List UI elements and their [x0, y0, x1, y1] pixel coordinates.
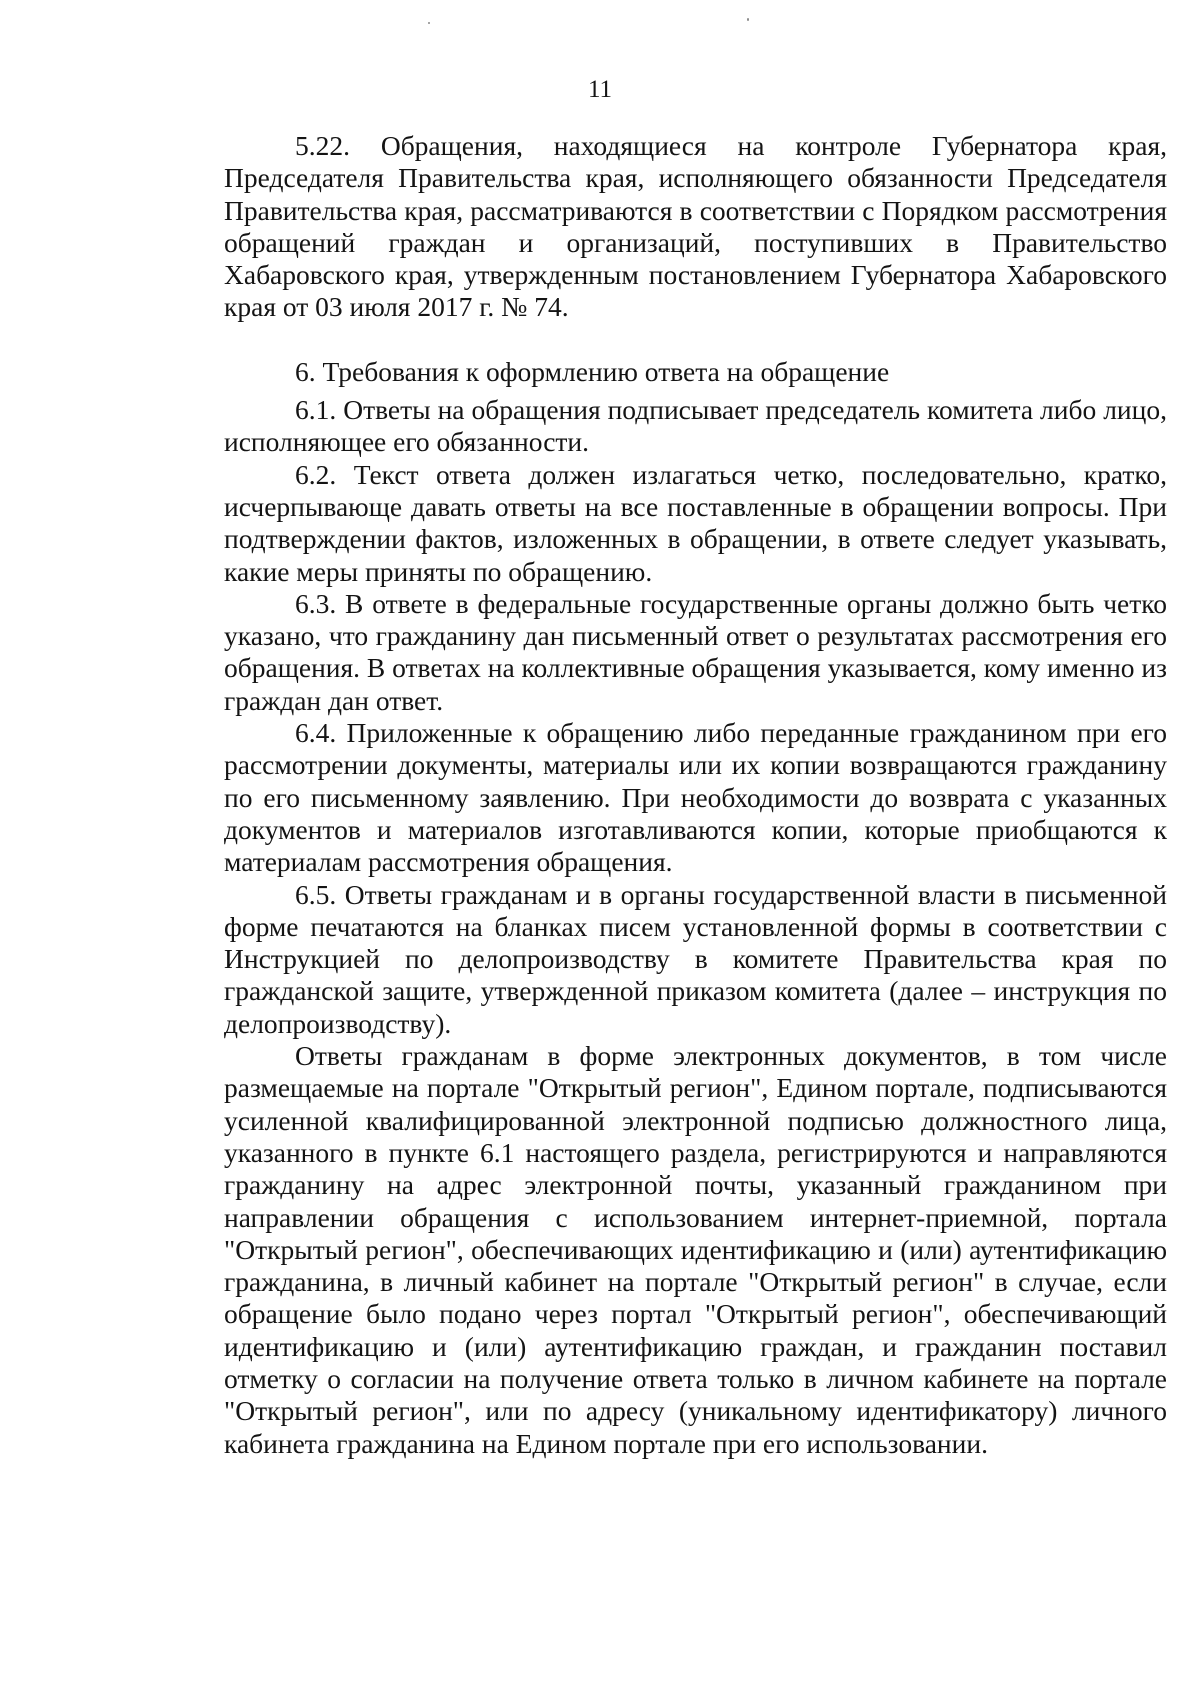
page-number: 11 [587, 76, 613, 103]
paragraph-5-22: 5.22. Обращения, находящиеся на контроле Губернатора края, Председателя Правительства края, исполняющего обязанности Председателя Правительства края, рассматриваются в соответствии с Порядком рассмотрения обращений граждан и организаций, поступивших в Правительство Хабаровского края, утвержденным постановлением Губернатора Хабаровского края от 03 июля 2017 г. № 74. [224, 130, 1167, 323]
section-heading: 6. Требования к оформлению ответа на обращение [295, 355, 890, 387]
paragraph-electronic-answers: Ответы гражданам в форме электронных документов, в том числе размещаемые на портале "Открытый регион", Едином портале, подписываются усиленной квалифицированной электронной подписью должностного лица, указанного в пункте 6.1 настоящего раздела, регистрируются и направляются гражданину на адрес электронной почты, указанный гражданином при направлении обращения с использованием интернет-приемной, портала "Открытый регион", обеспечивающих идентификацию и (или) аутентификацию гражданина, в личный кабинет на портале "Открытый регион" в случае, если обращение было подано через портал "Открытый регион", обеспечивающий идентификацию и (или) аутентификацию граждан, и гражданин поставил отметку о согласии на получение ответа только в личном кабинете на портале "Открытый регион", или по адресу (уникальному идентификатору) личного кабинета гражданина на Едином портале при его использовании. [224, 1040, 1167, 1459]
scan-speck [747, 18, 749, 21]
scan-speck [428, 22, 430, 24]
paragraph-6-1: 6.1. Ответы на обращения подписывает председатель комитета либо лицо, исполняющее его обязанности. [224, 394, 1167, 458]
paragraph-6-2: 6.2. Текст ответа должен излагаться четко, последовательно, кратко, исчерпывающе давать ответы на все поставленные в обращении вопросы. При подтверждении фактов, изложенных в обращении, в ответе следует указывать, какие меры приняты по обращению. [224, 458, 1167, 587]
document-body [224, 130, 1167, 1460]
paragraph-6-4: 6.4. Приложенные к обращению либо переданные гражданином при его рассмотрении документы, материалы или их копии возвращаются гражданину по его письменному заявлению. При необходимости до возврата с указанных документов и материалов изготавливаются копии, которые приобщаются к материалам рассмотрения обращения. [224, 717, 1167, 878]
paragraph-6-5: 6.5. Ответы гражданам и в органы государственной власти в письменной форме печатаются на бланках писем установленной формы в соответствии с Инструкцией по делопроизводству в комитете Правительства края по гражданской защите, утвержденной приказом комитета (далее – инструкция по делопроизводству). [224, 878, 1167, 1039]
paragraph-6-3: 6.3. В ответе в федеральные государственные органы должно быть четко указано, что гражданину дан письменный ответ о результатах рассмотрения его обращения. В ответах на коллективные обращения указывается, кому именно из граждан дан ответ. [224, 587, 1167, 716]
